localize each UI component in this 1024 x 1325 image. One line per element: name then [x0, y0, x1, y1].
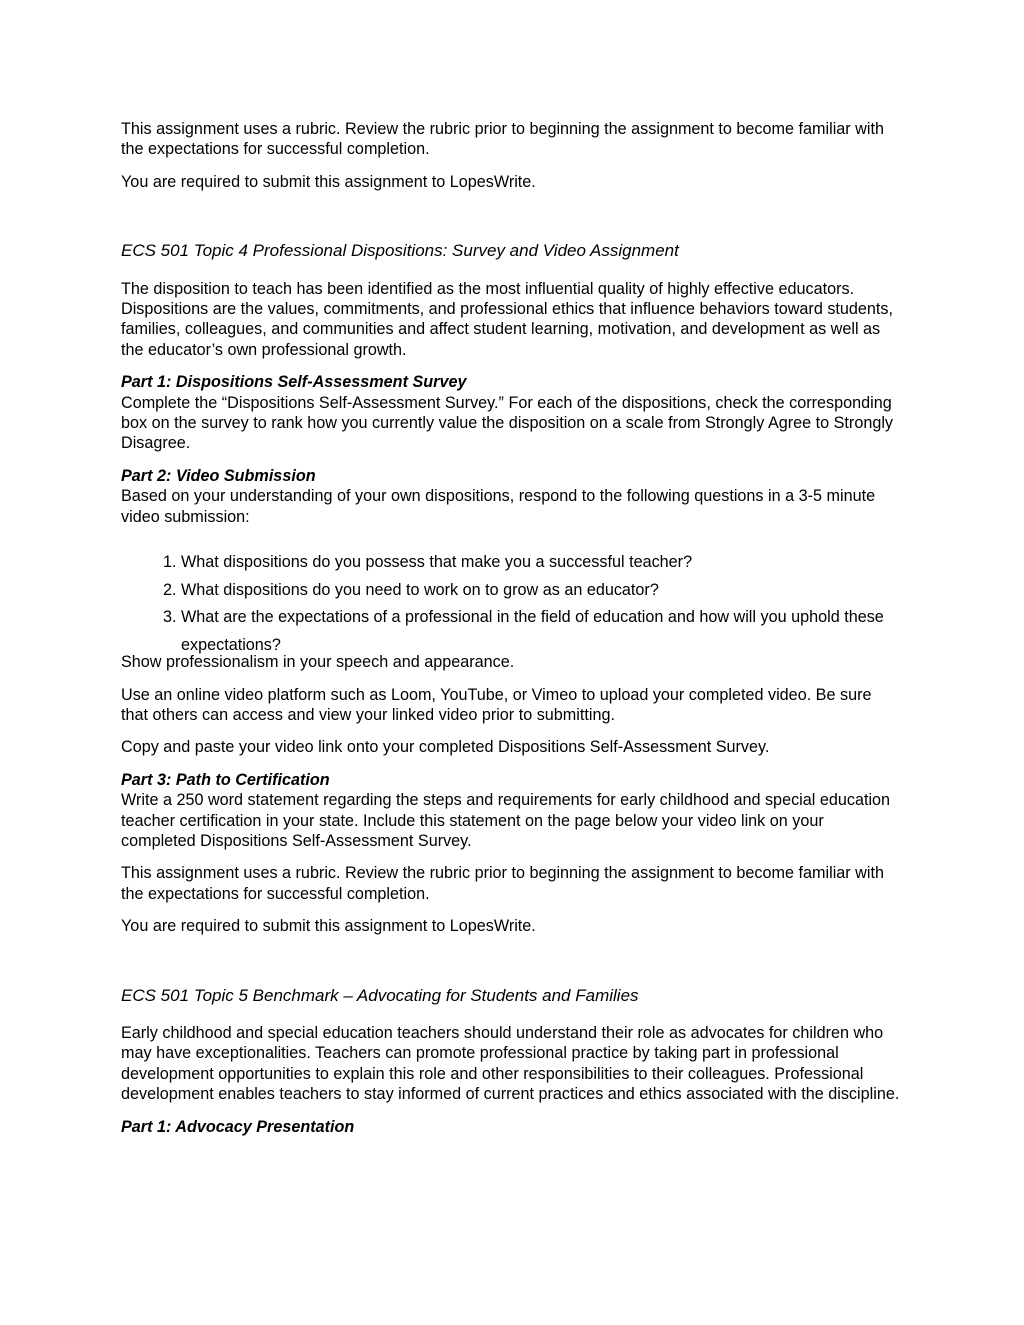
list-item: 1. What dispositions do you possess that make you a successful teacher?: [181, 549, 901, 577]
topic4-part3-body: Write a 250 word statement regarding the steps and requirements for early childhood and special education teacher certification in your state. Include this statement on the page below your video link on your completed Dispositions Self-Assessment Survey.: [121, 791, 891, 850]
topic4-heading: ECS 501 Topic 4 Professional Dispositions: Survey and Video Assignment: [121, 241, 679, 261]
topic4-question-list: [121, 549, 901, 659]
topic5-intro-paragraph: Early childhood and special education teachers should understand their role as advocates for children who may have exceptionalities. Teachers can promote professional practice by taking part in professional development opportunities to explain this role and other responsibilities to their colleagues. Professional development enables teachers to stay informed of current practices and ethics associated with the discipline.: [121, 1023, 900, 1104]
topic4-part1-body: Complete the “Dispositions Self-Assessment Survey.” For each of the dispositions, check the corresponding box on the survey to rank how you currently value the disposition on a scale from Strongly Agree to Strongly Disagree.: [121, 393, 894, 453]
section-spacer: [121, 949, 901, 986]
topic4-part2-title: Part 2: Video Submission: [121, 466, 316, 485]
topic4-part1: [121, 372, 901, 454]
topic4-intro-paragraph: The disposition to teach has been identified as the most influential quality of highly effective educators. Dispositions are the values, commitments, and professional ethics that influence behaviors toward students, families, colleagues, and communities and affect student learning, motivation, and development as well as the educator’s own professional growth.: [121, 279, 894, 359]
topic5-part1: [121, 1117, 901, 1137]
intro-rubric-paragraph: This assignment uses a rubric. Review the rubric prior to beginning the assignment to become familiar with the expectations for successful completion.: [121, 120, 884, 159]
list-spacer: [121, 527, 901, 549]
topic5-section: [121, 986, 901, 1137]
topic4-platform-paragraph: Use an online video platform such as Loom, YouTube, or Vimeo to upload your completed video. Be sure that others can access and view your linked video prior to submitting.: [121, 685, 872, 724]
topic4-submit-paragraph: You are required to submit this assignment to LopesWrite.: [121, 917, 536, 936]
topic4-professionalism-paragraph: Show professionalism in your speech and appearance.: [121, 653, 515, 672]
topic4-part2-body: Based on your understanding of your own dispositions, respond to the following questions in a 3-5 minute video submission:: [121, 487, 876, 526]
topic4-rubric-paragraph: This assignment uses a rubric. Review the rubric prior to beginning the assignment to become familiar with the expectations for successful completion.: [121, 864, 884, 903]
topic4-part3: [121, 770, 901, 852]
topic5-heading: ECS 501 Topic 5 Benchmark – Advocating for Students and Families: [121, 985, 639, 1005]
topic5-part1-title: Part 1: Advocacy Presentation: [121, 1117, 355, 1136]
intro-submit-paragraph: You are required to submit this assignment to LopesWrite.: [121, 172, 536, 191]
topic4-part3-title: Part 3: Path to Certification: [121, 770, 330, 789]
topic4-copy-paste-paragraph: Copy and paste your video link onto your completed Dispositions Self-Assessment Survey.: [121, 738, 770, 757]
topic4-section: [121, 241, 901, 936]
list-item: 2. What dispositions do you need to work on to grow as an educator?: [181, 577, 901, 605]
topic4-part2: [121, 466, 901, 527]
document-page: [121, 119, 901, 1149]
section-spacer: [121, 204, 901, 241]
list-item: 3. What are the expectations of a professional in the field of education and how will you uphold these expectations?: [181, 604, 901, 659]
topic4-part1-title: Part 1: Dispositions Self-Assessment Survey: [121, 373, 467, 392]
